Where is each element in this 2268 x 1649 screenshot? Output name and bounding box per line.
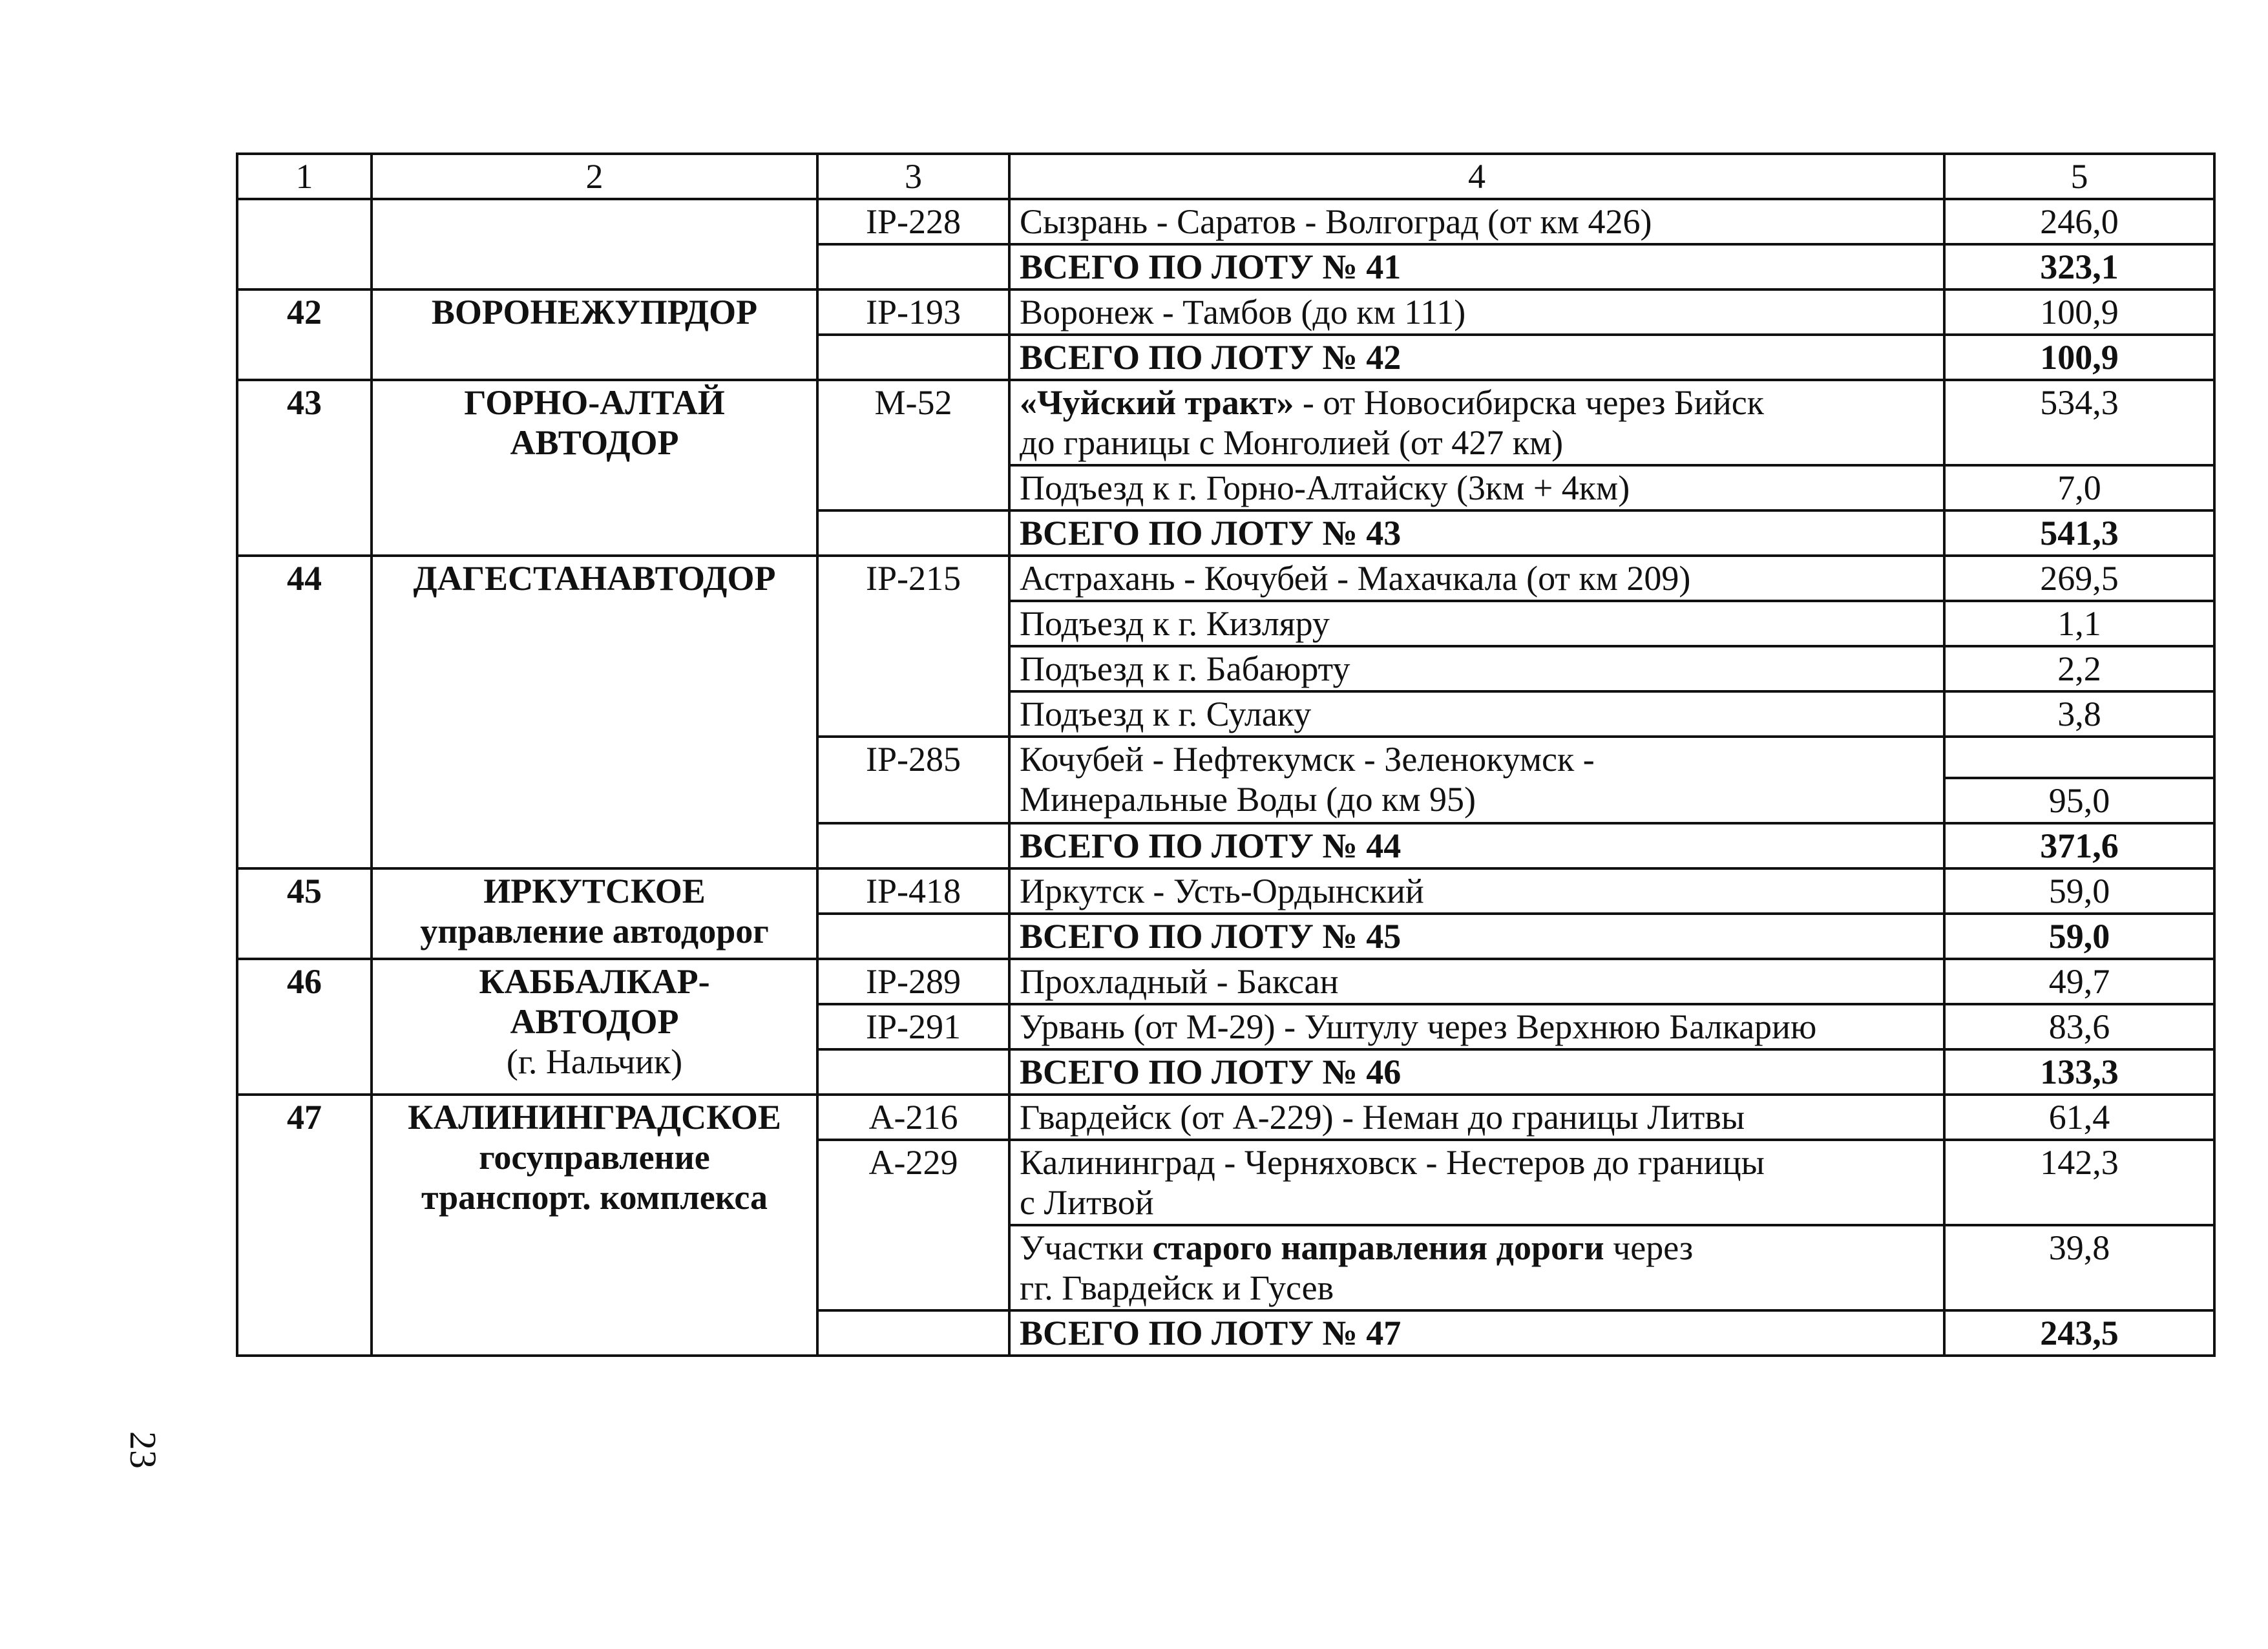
- lot-number: 46: [237, 959, 372, 1095]
- length-value: 83,6: [1944, 1004, 2214, 1049]
- length-value: 3,8: [1944, 691, 2214, 737]
- table-row: [237, 289, 2214, 335]
- organization-name: ДАГЕСТАНАВТОДОР: [372, 556, 817, 868]
- lot-total-label: ВСЕГО ПО ЛОТУ № 47: [1009, 1310, 1944, 1356]
- length-value: 2,2: [1944, 646, 2214, 691]
- lot-total-label: ВСЕГО ПО ЛОТУ № 44: [1009, 823, 1944, 868]
- header-col-1: 1: [237, 154, 372, 199]
- header-col-2: 2: [372, 154, 817, 199]
- road-description-text: через: [1604, 1228, 1694, 1267]
- lot-total-value: 541,3: [1944, 510, 2214, 556]
- road-description: Прохладный - Баксан: [1009, 959, 1944, 1004]
- table-row: [237, 959, 2214, 1004]
- road-description: Подъезд к г. Кизляру: [1009, 601, 1944, 646]
- road-description-text: Калининград - Черняховск - Нестеров до границы: [1020, 1143, 1765, 1182]
- length-value: 59,0: [1944, 868, 2214, 914]
- length-value: 95,0: [1944, 778, 2214, 823]
- road-code: A-216: [817, 1095, 1009, 1140]
- road-code: IP-289: [817, 959, 1009, 1004]
- length-value: 39,8: [1944, 1225, 2214, 1310]
- road-description-text: Минеральные Воды (до км 95): [1020, 780, 1476, 819]
- road-description: Урвань (от М-29) - Уштулу через Верхнюю Балкарию: [1009, 1004, 1944, 1049]
- road-code: M-52: [817, 380, 1009, 510]
- road-description-text: до границы с Монголией (от 427 км): [1020, 423, 1564, 462]
- header-row: [237, 154, 2214, 199]
- lot-total-label: ВСЕГО ПО ЛОТУ № 43: [1009, 510, 1944, 556]
- lot-total-value: 100,9: [1944, 335, 2214, 380]
- organization-line: КАЛИНИНГРАДСКОЕ: [408, 1098, 781, 1137]
- organization-cell: [372, 199, 817, 289]
- road-code: IP-291: [817, 1004, 1009, 1049]
- road-description-text: гг. Гвардейск и Гусев: [1020, 1268, 1334, 1307]
- organization-line: госуправление: [479, 1138, 710, 1177]
- table-row: [237, 199, 2214, 244]
- lot-total-value: 243,5: [1944, 1310, 2214, 1356]
- lot-total-label: ВСЕГО ПО ЛОТУ № 42: [1009, 335, 1944, 380]
- road-description: Воронеж - Тамбов (до км 111): [1009, 289, 1944, 335]
- road-name-bold: «Чуйский тракт»: [1020, 383, 1294, 422]
- length-value: 100,9: [1944, 289, 2214, 335]
- road-description-text: с Литвой: [1020, 1183, 1154, 1222]
- table-row: [237, 556, 2214, 601]
- length-value: 7,0: [1944, 465, 2214, 510]
- road-description-text: Кочубей - Нефтекумск - Зеленокумск -: [1020, 740, 1595, 779]
- road-code: IP-285: [817, 737, 1009, 823]
- road-code: IP-215: [817, 556, 1009, 737]
- road-code: IP-193: [817, 289, 1009, 335]
- header-col-3: 3: [817, 154, 1009, 199]
- road-description: [1009, 1225, 1944, 1310]
- length-value: 142,3: [1944, 1140, 2214, 1225]
- organization-name: ВОРОНЕЖУПРДОР: [372, 289, 817, 380]
- length-value: 1,1: [1944, 601, 2214, 646]
- lot-total-label: ВСЕГО ПО ЛОТУ № 41: [1009, 244, 1944, 289]
- roads-table: [236, 152, 2216, 1357]
- length-value: 61,4: [1944, 1095, 2214, 1140]
- road-code: [817, 914, 1009, 959]
- length-value: 246,0: [1944, 199, 2214, 244]
- page-number: 23: [122, 1431, 164, 1469]
- length-value: 49,7: [1944, 959, 2214, 1004]
- organization-name: [372, 959, 817, 1095]
- road-description-text: Участки: [1020, 1228, 1153, 1267]
- road-code: A-229: [817, 1140, 1009, 1310]
- road-code: [817, 510, 1009, 556]
- road-description: Астрахань - Кочубей - Махачкала (от км 209): [1009, 556, 1944, 601]
- road-description: Подъезд к г. Сулаку: [1009, 691, 1944, 737]
- road-description: Иркутск - Усть-Ордынский: [1009, 868, 1944, 914]
- lot-total-label: ВСЕГО ПО ЛОТУ № 46: [1009, 1049, 1944, 1095]
- road-description: Подъезд к г. Бабаюрту: [1009, 646, 1944, 691]
- organization-line: КАББАЛКАР-: [479, 962, 710, 1001]
- road-description: Подъезд к г. Горно-Алтайску (3км + 4км): [1009, 465, 1944, 510]
- lot-total-value: 371,6: [1944, 823, 2214, 868]
- header-col-5: 5: [1944, 154, 2214, 199]
- organization-line: АВТОДОР: [510, 423, 679, 462]
- lot-number: 47: [237, 1095, 372, 1356]
- road-code: IP-228: [817, 199, 1009, 244]
- organization-name: [372, 868, 817, 959]
- lot-number: 42: [237, 289, 372, 380]
- lot-number-cell: [237, 199, 372, 289]
- header-col-4: 4: [1009, 154, 1944, 199]
- road-description: Сызрань - Саратов - Волгоград (от км 426): [1009, 199, 1944, 244]
- road-description: Гвардейск (от А-229) - Неман до границы Литвы: [1009, 1095, 1944, 1140]
- lot-number: 45: [237, 868, 372, 959]
- lot-total-value: 59,0: [1944, 914, 2214, 959]
- road-description: [1009, 737, 1944, 823]
- road-code: [817, 1049, 1009, 1095]
- lot-total-value: 133,3: [1944, 1049, 2214, 1095]
- table-row: [237, 1095, 2214, 1140]
- organization-line: управление автодорог: [420, 912, 769, 951]
- lot-total-value: 323,1: [1944, 244, 2214, 289]
- road-description-bold: старого направления дороги: [1152, 1228, 1604, 1267]
- road-code: [817, 335, 1009, 380]
- organization-line: (г. Нальчик): [506, 1042, 683, 1081]
- table-row: [237, 380, 2214, 465]
- lot-number: 43: [237, 380, 372, 556]
- organization-name: [372, 380, 817, 556]
- road-code: [817, 244, 1009, 289]
- road-description: [1009, 1140, 1944, 1225]
- length-value: 534,3: [1944, 380, 2214, 465]
- organization-line: АВТОДОР: [510, 1002, 679, 1041]
- length-value: 269,5: [1944, 556, 2214, 601]
- organization-line: транспорт. комплекса: [421, 1178, 768, 1217]
- road-code: [817, 823, 1009, 868]
- lot-number: 44: [237, 556, 372, 868]
- organization-name: [372, 1095, 817, 1356]
- road-code: IP-418: [817, 868, 1009, 914]
- lot-total-label: ВСЕГО ПО ЛОТУ № 45: [1009, 914, 1944, 959]
- table-row: [237, 868, 2214, 914]
- road-description-text: - от Новосибирска через Бийск: [1294, 383, 1764, 422]
- organization-line: ИРКУТСКОЕ: [483, 872, 706, 910]
- organization-line: ГОРНО-АЛТАЙ: [464, 383, 725, 422]
- road-description: [1009, 380, 1944, 465]
- road-code: [817, 1310, 1009, 1356]
- length-value-empty: [1944, 737, 2214, 778]
